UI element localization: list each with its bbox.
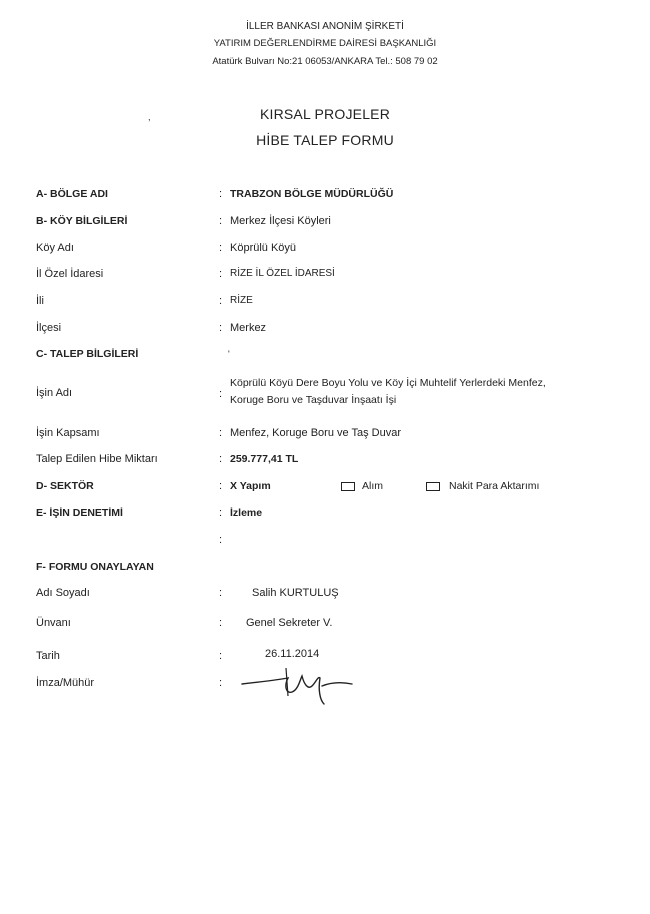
koy-adi-value: Köprülü Köyü <box>230 242 297 254</box>
colon: : <box>219 453 223 465</box>
section-a-label: A- BÖLGE ADI <box>36 188 108 200</box>
colon: : <box>219 534 223 546</box>
signature-icon <box>238 660 358 710</box>
department-name: YATIRIM DEĞERLENDİRME DAİRESİ BAŞKANLIĞI <box>213 38 437 49</box>
isin-adi-label: İşin Adı <box>36 387 73 399</box>
colon: : <box>219 322 223 334</box>
il-value: RİZE <box>230 295 253 306</box>
colon: : <box>219 215 223 227</box>
isin-kapsami-value: Menfez, Koruge Boru ve Taş Duvar <box>230 427 401 439</box>
form-title-line1: KIRSAL PROJELER <box>259 106 391 122</box>
colon: : <box>219 427 223 439</box>
adi-soyadi-value: Salih KURTULUŞ <box>252 587 339 599</box>
colon: : <box>219 242 223 254</box>
denetim-value: İzleme <box>230 507 263 519</box>
isin-kapsami-label: İşin Kapsamı <box>36 427 100 439</box>
isin-adi-line2: Koruge Boru ve Taşduvar İnşaatı İşi <box>230 394 397 406</box>
section-d-label: D- SEKTÖR <box>36 480 94 492</box>
ozel-idare-value: RİZE İL ÖZEL İDARESİ <box>230 268 335 279</box>
section-c-label: C- TALEP BİLGİLERİ <box>36 348 139 360</box>
org-address: Atatürk Bulvarı No:21 06053/ANKARA Tel.: 508 79 02 <box>212 56 438 67</box>
ilce-value: Merkez <box>230 322 267 334</box>
hibe-miktari-value: 259.777,41 TL <box>230 453 299 465</box>
colon: : <box>219 188 223 200</box>
form-title-line2: HİBE TALEP FORMU <box>256 132 394 148</box>
ilce-label: İlçesi <box>36 322 62 334</box>
unvani-value: Genel Sekreter V. <box>246 617 333 629</box>
colon: : <box>219 295 223 307</box>
colon: : <box>219 677 223 689</box>
koy-adi-label: Köy Adı <box>36 242 74 254</box>
adi-soyadi-label: Adı Soyadı <box>36 587 90 599</box>
colon: : <box>219 388 223 400</box>
section-e-label: E- İŞİN DENETİMİ <box>36 507 123 519</box>
colon: : <box>219 617 223 629</box>
isin-adi-line1: Köprülü Köyü Dere Boyu Yolu ve Köy İçi Muhtelif Yerlerdeki Menfez, <box>230 377 546 389</box>
stray-mark: , <box>148 112 151 122</box>
colon: : <box>219 480 223 492</box>
alim-checkbox-icon <box>341 482 355 491</box>
alim-label: Alım <box>362 480 383 492</box>
colon: : <box>219 268 223 280</box>
nakit-label: Nakit Para Aktarımı <box>449 480 540 492</box>
koy-bilgileri-value: Merkez İlçesi Köyleri <box>230 215 331 227</box>
section-f-label: F- FORMU ONAYLAYAN <box>36 561 154 573</box>
ozel-idare-label: İl Özel İdaresi <box>36 268 104 280</box>
org-name: İLLER BANKASI ANONİM ŞİRKETİ <box>246 21 404 32</box>
nakit-checkbox-icon <box>426 482 440 491</box>
unvani-label: Ünvanı <box>36 617 71 629</box>
section-b-label: B- KÖY BİLGİLERİ <box>36 215 128 227</box>
hibe-miktari-label: Talep Edilen Hibe Miktarı <box>36 453 158 465</box>
il-label: İli <box>36 295 44 307</box>
tarih-label: Tarih <box>36 650 60 662</box>
colon: : <box>219 650 223 662</box>
sektor-yapim: X Yapım <box>230 480 271 492</box>
stray-mark: ' <box>228 349 230 359</box>
imza-label: İmza/Mühür <box>36 677 95 689</box>
colon: : <box>219 507 223 519</box>
bolge-adi-value: TRABZON BÖLGE MÜDÜRLÜĞÜ <box>230 188 394 200</box>
tarih-value: 26.11.2014 <box>265 648 320 660</box>
colon: : <box>219 587 223 599</box>
